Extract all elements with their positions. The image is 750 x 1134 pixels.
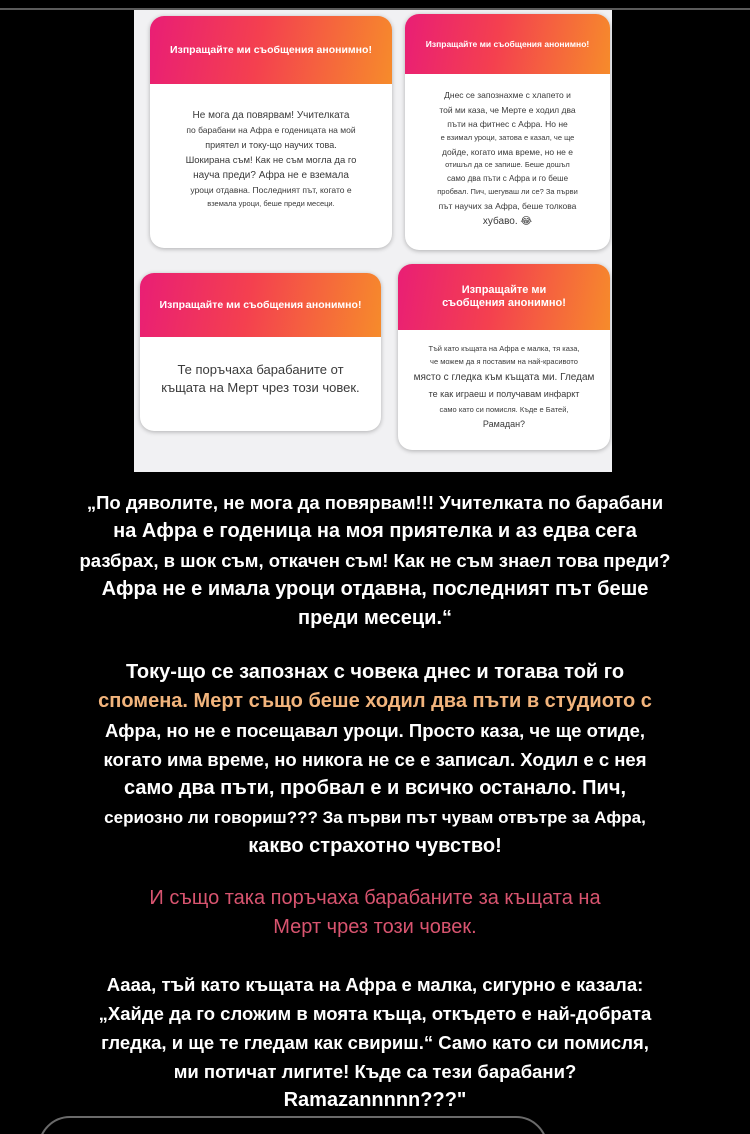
card-2-line: хубаво. 😂 xyxy=(482,216,533,228)
card-2-line: е взимал уроци, затова е казал, че ще xyxy=(440,132,575,142)
card-4-line: Рамадан? xyxy=(482,418,526,429)
caption-paragraph-2 xyxy=(40,658,710,861)
card-2-header: Изпращайте ми съобщения анонимно! xyxy=(405,14,610,74)
card-2-line: път научих за Афра, беше толкова xyxy=(438,200,577,211)
embedded-screenshot xyxy=(134,10,612,472)
caption-line: Аааа, тъй като къщата на Афра е малка, сигурно е казала: xyxy=(106,974,644,995)
card-3-body xyxy=(146,361,375,398)
card-2-line: пъти на фитнес с Афра. Но не xyxy=(447,119,568,130)
card-2-body xyxy=(411,88,604,231)
card-4-body xyxy=(404,342,604,432)
caption-line-pink: И също така поръчаха барабаните за къщата на xyxy=(149,887,601,909)
card-4-line: място с гледка към къщата ми. Гледам xyxy=(413,371,595,383)
caption-paragraph-1 xyxy=(40,488,710,633)
card-3-line: къщата на Мерт чрез този човек. xyxy=(161,380,360,396)
caption-line: сериозно ли говориш??? За първи път чувам отвътре за Афра, xyxy=(104,808,646,827)
card-1-line: по барабани на Афра е годеницата на мой xyxy=(186,125,356,136)
question-card-4 xyxy=(398,264,610,450)
card-1-line: Шокирана съм! Как не съм могла да го xyxy=(185,154,357,166)
question-card-1 xyxy=(150,16,392,248)
question-card-3 xyxy=(140,273,381,431)
caption-line: когато има време, но никога не се е записал. Ходил е с нея xyxy=(103,749,647,770)
question-card-2 xyxy=(405,14,610,250)
caption-line: Току-що се запознах с човека днес и тогава той го xyxy=(125,661,625,683)
caption-line: разбрах, в шок съм, откачен съм! Как не съм знаел това преди? xyxy=(79,550,671,571)
caption-line: ми потичат лигите! Къде са тези барабани? xyxy=(173,1061,577,1082)
card-1-header: Изпращайте ми съобщения анонимно! xyxy=(150,16,392,84)
card-2-line: отишъл да се запише. Беше дошъл xyxy=(445,160,570,170)
card-3-header: Изпращайте ми съобщения анонимно! xyxy=(140,273,381,337)
card-4-line: само като си помисля. Къде е Батей, xyxy=(439,404,569,414)
card-4-line: Тъй като къщата на Афра е малка, тя каза, xyxy=(428,344,580,353)
card-1-line: Не мога да повярвам! Учителката xyxy=(192,110,350,121)
card-1-line: вземала уроци, беше преди месеци. xyxy=(207,198,335,208)
caption-line: „По дяволите, не мога да повярвам!!! Учителката по барабани xyxy=(86,492,664,513)
caption-paragraph-3 xyxy=(40,884,710,942)
card-4-line: че можем да я поставим на най-красивото xyxy=(430,357,578,367)
card-2-line: той ми каза, че Мерте е ходил два xyxy=(439,104,576,115)
reply-input[interactable] xyxy=(38,1116,548,1134)
card-2-line: само два пъти с Афра и го беше xyxy=(446,174,569,184)
caption-line: Афра, но не е посещавал уроци. Просто каза, че ще отиде, xyxy=(104,720,646,741)
card-2-line: дойде, когато има време, но не е xyxy=(442,146,573,157)
caption-line-highlighted: спомена. Мерт също беше ходил два пъти в студиото с xyxy=(98,690,652,712)
card-2-line: Днес се запознахме с хлапето и xyxy=(444,90,571,100)
card-4-header-text: Изпращайте ми съобщения анонимно! xyxy=(442,283,566,309)
card-4-line: те как играеш и получавам инфаркт xyxy=(428,389,580,400)
card-3-line: Те поръчаха барабаните от xyxy=(177,362,344,377)
card-4-header xyxy=(398,264,610,330)
caption-line: на Афра е годеница на моя приятелка и аз едва сега xyxy=(113,520,637,542)
card-1-line: уроци отдавна. Последният път, когато е xyxy=(190,185,352,196)
caption-line-pink: Мерт чрез този човек. xyxy=(273,916,477,938)
caption-line: преди месеци.“ xyxy=(297,607,452,629)
card-1-line: науча преди? Афра не е вземала xyxy=(193,169,349,181)
caption-paragraph-4 xyxy=(40,970,710,1115)
caption-line: Ramazannnnn???" xyxy=(283,1089,467,1111)
card-1-line: приятел и току-що научих това. xyxy=(205,139,337,150)
card-1-body xyxy=(156,108,386,210)
card-2-line: пробвал. Пич, шегуваш ли се? За първи xyxy=(437,186,578,196)
caption-line: Афра не е имала уроци отдавна, последният път беше xyxy=(101,578,649,600)
caption-line: „Хайде да го сложим в моята къща, откъдето е най-добрата xyxy=(98,1003,652,1024)
caption-line: какво страхотно чувство! xyxy=(248,835,502,857)
caption-line: гледка, и ще те гледам как свириш.“ Само като си помисля, xyxy=(101,1032,649,1053)
caption-line: само два пъти, пробвал е и всичко останало. Пич, xyxy=(123,777,627,799)
